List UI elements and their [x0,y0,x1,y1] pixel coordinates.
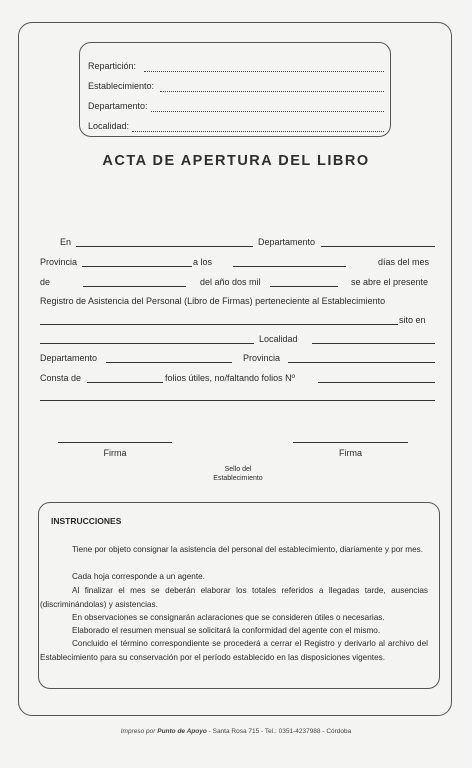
ano-field[interactable] [270,286,338,287]
establecimiento-field[interactable] [160,91,384,92]
firma-right-label: Firma [339,448,362,458]
footer-printed-by: Impreso por [120,728,156,735]
localidad-field[interactable] [132,131,384,132]
instruction-paragraph-2: Cada hoja corresponde a un agente. [72,572,205,581]
localidad-field-2[interactable] [312,343,435,344]
footer-address: - Santa Rosa 715 - Tel.: 0351-4237988 - Córdoba [206,728,352,735]
se-abre-label: se abre el presente [351,277,429,287]
folios-utiles-field[interactable] [87,382,163,383]
localidad-row [88,121,384,131]
instruction-paragraph-5: Elaborado el resumen mensual se solicitará la conformidad del agente con el mismo. [72,626,381,635]
provincia-label-1: Provincia [40,257,78,267]
instruction-paragraph-1: Tiene por objeto consignar la asistencia del personal del establecimiento, diariamente y por mes. [72,545,424,554]
consta-de-label: Consta de [40,373,82,383]
departamento-row [88,101,384,111]
en-field[interactable] [76,246,253,247]
printer-footer [0,728,472,735]
instruction-paragraph-3: Al finalizar el mes se deberán elaborar los totales referidos a llegadas tarde, ausencias (discriminándolas) y asistencias. [40,586,428,609]
reparticion-row [88,61,384,71]
departamento-label: Departamento: [88,101,148,111]
folios-faltantes-field[interactable] [318,382,435,383]
reparticion-label: Repartición: [88,61,137,71]
provincia-label-2: Provincia [243,353,281,363]
departamento-field-1[interactable] [321,246,435,247]
de-label: de [40,277,51,287]
del-ano-label: del año dos mil [200,277,261,287]
provincia-field-2[interactable] [288,362,435,363]
departamento-field[interactable] [151,111,384,112]
establecimiento-label: Establecimiento: [88,81,155,91]
footer-brand: Punto de Apoyo [157,728,207,735]
provincia-field-1[interactable] [82,266,192,267]
firma-left-label: Firma [103,448,127,458]
instructions-title: INSTRUCCIONES [51,516,122,526]
reparticion-field[interactable] [144,71,384,72]
establecimiento-nombre-field[interactable] [40,324,398,325]
firma-right-line[interactable] [293,442,408,443]
localidad-label-2: Localidad [259,334,298,344]
instruction-paragraph-4: En observaciones se consignarán aclaraciones que se consideren útiles o necesarias. [72,613,385,622]
dias-del-mes-label: días del mes [378,257,430,267]
sello-line-2: Establecimiento [213,475,263,482]
a-los-label: a los [193,257,213,267]
dias-field[interactable] [233,266,346,267]
folios-label: folios útiles, no/faltando folios Nº [165,373,295,383]
observaciones-field[interactable] [40,400,435,401]
firma-left-line[interactable] [58,442,172,443]
registro-text: Registro de Asistencia del Personal (Libro de Firmas) perteneciente al Establecimiento [40,296,386,306]
en-label: En [60,237,72,247]
departamento-label-1: Departamento [258,237,316,247]
localidad-label: Localidad: [88,121,130,131]
direccion-field[interactable] [40,343,254,344]
sello-line-1: Sello del [224,466,252,473]
establecimiento-row [88,81,384,91]
departamento-field-2[interactable] [106,362,232,363]
document-title: ACTA DE APERTURA DEL LIBRO [102,153,370,169]
sito-en-label: sito en [399,315,426,325]
instruction-paragraph-6: Concluido el término correspondiente se procederá a cerrar el Registro y derivarlo al archivo del Establecimiento para su conservación por el período establecido en las disposiciones vigentes. [40,639,428,662]
mes-field[interactable] [83,286,186,287]
departamento-label-2: Departamento [40,353,98,363]
